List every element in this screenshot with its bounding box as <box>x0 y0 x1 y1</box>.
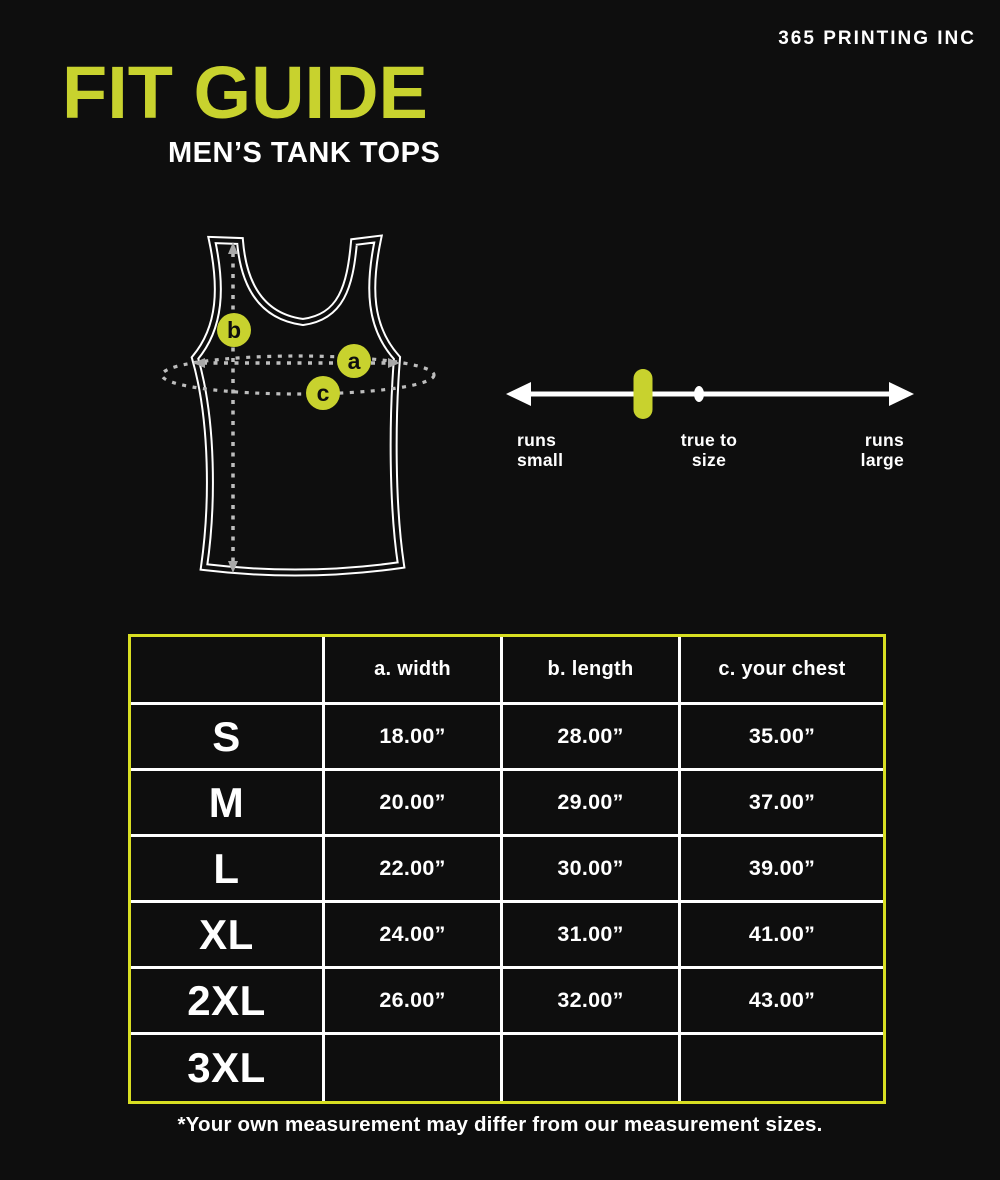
header-cell-length: b. length <box>503 637 681 705</box>
chest-s: 35.00” <box>681 705 883 771</box>
length-2xl: 32.00” <box>503 969 681 1035</box>
width-m: 20.00” <box>325 771 503 837</box>
page-title: FIT GUIDE <box>62 51 428 134</box>
chest-xl: 41.00” <box>681 903 883 969</box>
size-label-m: M <box>131 771 325 837</box>
length-m: 29.00” <box>503 771 681 837</box>
runs-small-line2: small <box>517 449 564 470</box>
width-xl: 24.00” <box>325 903 503 969</box>
width-s: 18.00” <box>325 705 503 771</box>
page-subtitle: MEN’S TANK TOPS <box>168 137 441 169</box>
chest-3xl <box>681 1035 883 1101</box>
fit-scale-arrow-left <box>506 382 531 406</box>
size-chart-table <box>128 634 886 1104</box>
length-s: 28.00” <box>503 705 681 771</box>
header-cell-width: a. width <box>325 637 503 705</box>
size-label-2xl: 2XL <box>131 969 325 1035</box>
length-3xl <box>503 1035 681 1101</box>
fit-indicator-marker <box>634 369 653 419</box>
fit-scale-label-runs-large <box>814 431 904 470</box>
size-label-3xl: 3XL <box>131 1035 325 1101</box>
marker-a-label: a <box>347 348 361 374</box>
chest-2xl: 43.00” <box>681 969 883 1035</box>
fit-scale-label-runs-small <box>517 431 607 470</box>
tank-top-diagram <box>140 215 470 595</box>
size-label-l: L <box>131 837 325 903</box>
marker-b-label: b <box>226 317 242 343</box>
header-cell-chest: c. your chest <box>681 637 883 705</box>
runs-small-line1: runs <box>517 430 557 450</box>
size-label-s: S <box>131 705 325 771</box>
length-xl: 31.00” <box>503 903 681 969</box>
chest-m: 37.00” <box>681 771 883 837</box>
width-2xl: 26.00” <box>325 969 503 1035</box>
true-to-size-line1: true to <box>680 430 738 450</box>
true-to-size-line2: size <box>691 449 727 470</box>
tank-outline-outer <box>195 239 401 573</box>
runs-large-line1: runs <box>864 430 904 450</box>
chest-l: 39.00” <box>681 837 883 903</box>
fit-scale-arrow-right <box>889 382 914 406</box>
width-3xl <box>325 1035 503 1101</box>
header-cell-empty <box>131 637 325 705</box>
marker-c-label: c <box>316 380 330 406</box>
true-to-size-tick <box>694 386 704 402</box>
width-l: 22.00” <box>325 837 503 903</box>
size-label-xl: XL <box>131 903 325 969</box>
length-l: 30.00” <box>503 837 681 903</box>
fit-scale-label-true-to-size <box>650 431 768 470</box>
runs-large-line2: large <box>860 449 904 470</box>
brand-name: 365 PRINTING INC <box>778 28 976 49</box>
measurement-footnote: *Your own measurement may differ from our measurement sizes. <box>177 1113 823 1136</box>
